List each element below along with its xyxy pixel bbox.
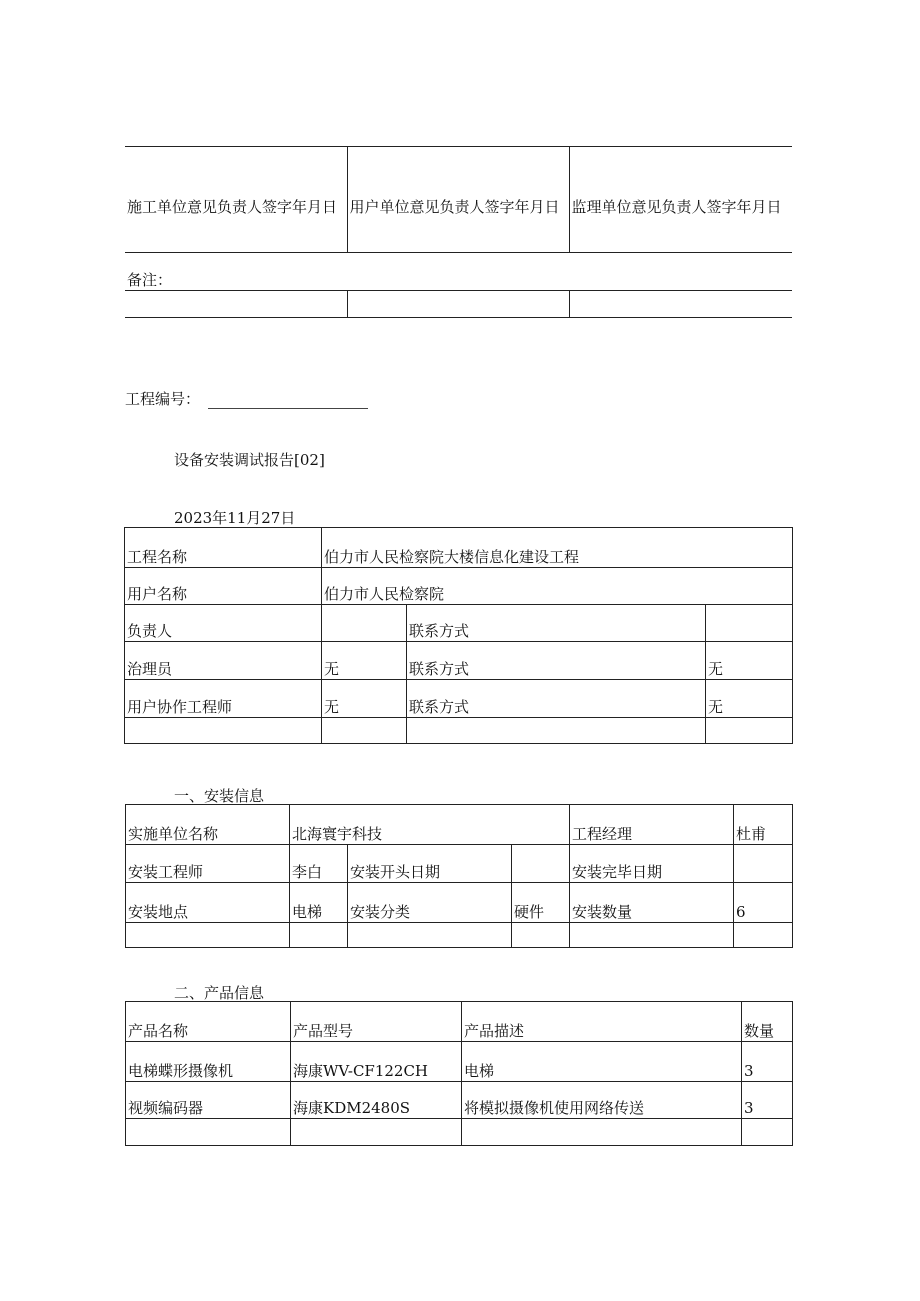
product-header: 数量 <box>742 1002 793 1042</box>
blank-cell <box>742 1119 793 1146</box>
location-value: 电梯 <box>290 883 348 923</box>
product-header: 产品型号 <box>291 1002 462 1042</box>
unit-value: 北海寰宇科技 <box>290 805 570 845</box>
blank-cell <box>512 923 570 948</box>
unit-label: 实施单位名称 <box>126 805 290 845</box>
project-number-label: 工程编号： <box>125 390 201 408</box>
manager-contact-value <box>706 605 793 642</box>
end-date-label: 安装完毕日期 <box>570 845 734 883</box>
product-model: 海康KDM2480S <box>291 1082 462 1119</box>
admin-contact-value: 无 <box>706 642 793 680</box>
blank-cell <box>322 718 407 744</box>
pm-value: 杜甫 <box>734 805 793 845</box>
blank-cell <box>347 291 569 318</box>
admin-label: 治理员 <box>125 642 322 680</box>
category-label: 安装分类 <box>348 883 512 923</box>
approval-table <box>125 146 792 318</box>
user-name-value: 伯力市人民检察院 <box>322 568 793 605</box>
location-label: 安装地点 <box>126 883 290 923</box>
engineer-label: 用户协作工程师 <box>125 680 322 718</box>
project-name-label: 工程名称 <box>125 528 322 568</box>
project-number-blank <box>208 394 368 409</box>
start-date-value <box>512 845 570 883</box>
supervision-opinion-cell: 监理单位意见负责人签字年月日 <box>569 147 792 253</box>
product-qty: 3 <box>742 1042 793 1082</box>
product-header: 产品名称 <box>126 1002 291 1042</box>
blank-cell <box>462 1119 742 1146</box>
blank-cell <box>290 923 348 948</box>
blank-cell <box>570 923 734 948</box>
blank-cell <box>126 1119 291 1146</box>
admin-value: 无 <box>322 642 407 680</box>
blank-cell <box>348 923 512 948</box>
report-date: 2023年11月27日 <box>174 509 296 527</box>
manager-label: 负责人 <box>125 605 322 642</box>
product-section-title: 二、产品信息 <box>174 984 265 1002</box>
product-table <box>125 1001 793 1146</box>
engineer-contact-value: 无 <box>706 680 793 718</box>
table-row <box>126 1082 793 1119</box>
category-value: 硬件 <box>512 883 570 923</box>
project-info-table <box>124 527 793 744</box>
product-name: 电梯蝶形摄像机 <box>126 1042 291 1082</box>
product-desc: 将模拟摄像机使用网络传送 <box>462 1082 742 1119</box>
manager-contact-label: 联系方式 <box>407 605 706 642</box>
admin-contact-label: 联系方式 <box>407 642 706 680</box>
manager-value <box>322 605 407 642</box>
user-opinion-cell: 用户单位意见负责人签字年月日 <box>347 147 569 253</box>
product-model: 海康WV-CF122CH <box>291 1042 462 1082</box>
engineer-value: 无 <box>322 680 407 718</box>
blank-cell <box>569 291 792 318</box>
product-name: 视频编码器 <box>126 1082 291 1119</box>
project-name-value: 伯力市人民检察院大楼信息化建设工程 <box>322 528 793 568</box>
blank-cell <box>706 718 793 744</box>
blank-cell <box>734 923 793 948</box>
installer-label: 安装工程师 <box>126 845 290 883</box>
engineer-contact-label: 联系方式 <box>407 680 706 718</box>
blank-cell <box>407 718 706 744</box>
qty-label: 安装数量 <box>570 883 734 923</box>
blank-cell <box>125 718 322 744</box>
start-date-label: 安装开头日期 <box>348 845 512 883</box>
remark-label: 备注： <box>125 253 792 291</box>
product-desc: 电梯 <box>462 1042 742 1082</box>
project-number-line <box>125 388 368 409</box>
install-info-table <box>125 804 793 948</box>
table-row <box>126 1042 793 1082</box>
construction-opinion-cell: 施工单位意见负责人签字年月日 <box>125 147 347 253</box>
end-date-value <box>734 845 793 883</box>
user-name-label: 用户名称 <box>125 568 322 605</box>
report-title: 设备安装调试报告[02] <box>174 451 325 469</box>
product-header: 产品描述 <box>462 1002 742 1042</box>
install-section-title: 一、安装信息 <box>174 787 265 805</box>
pm-label: 工程经理 <box>570 805 734 845</box>
blank-cell <box>126 923 290 948</box>
installer-value: 李白 <box>290 845 348 883</box>
qty-value: 6 <box>734 883 793 923</box>
blank-cell <box>125 291 347 318</box>
blank-cell <box>291 1119 462 1146</box>
product-qty: 3 <box>742 1082 793 1119</box>
